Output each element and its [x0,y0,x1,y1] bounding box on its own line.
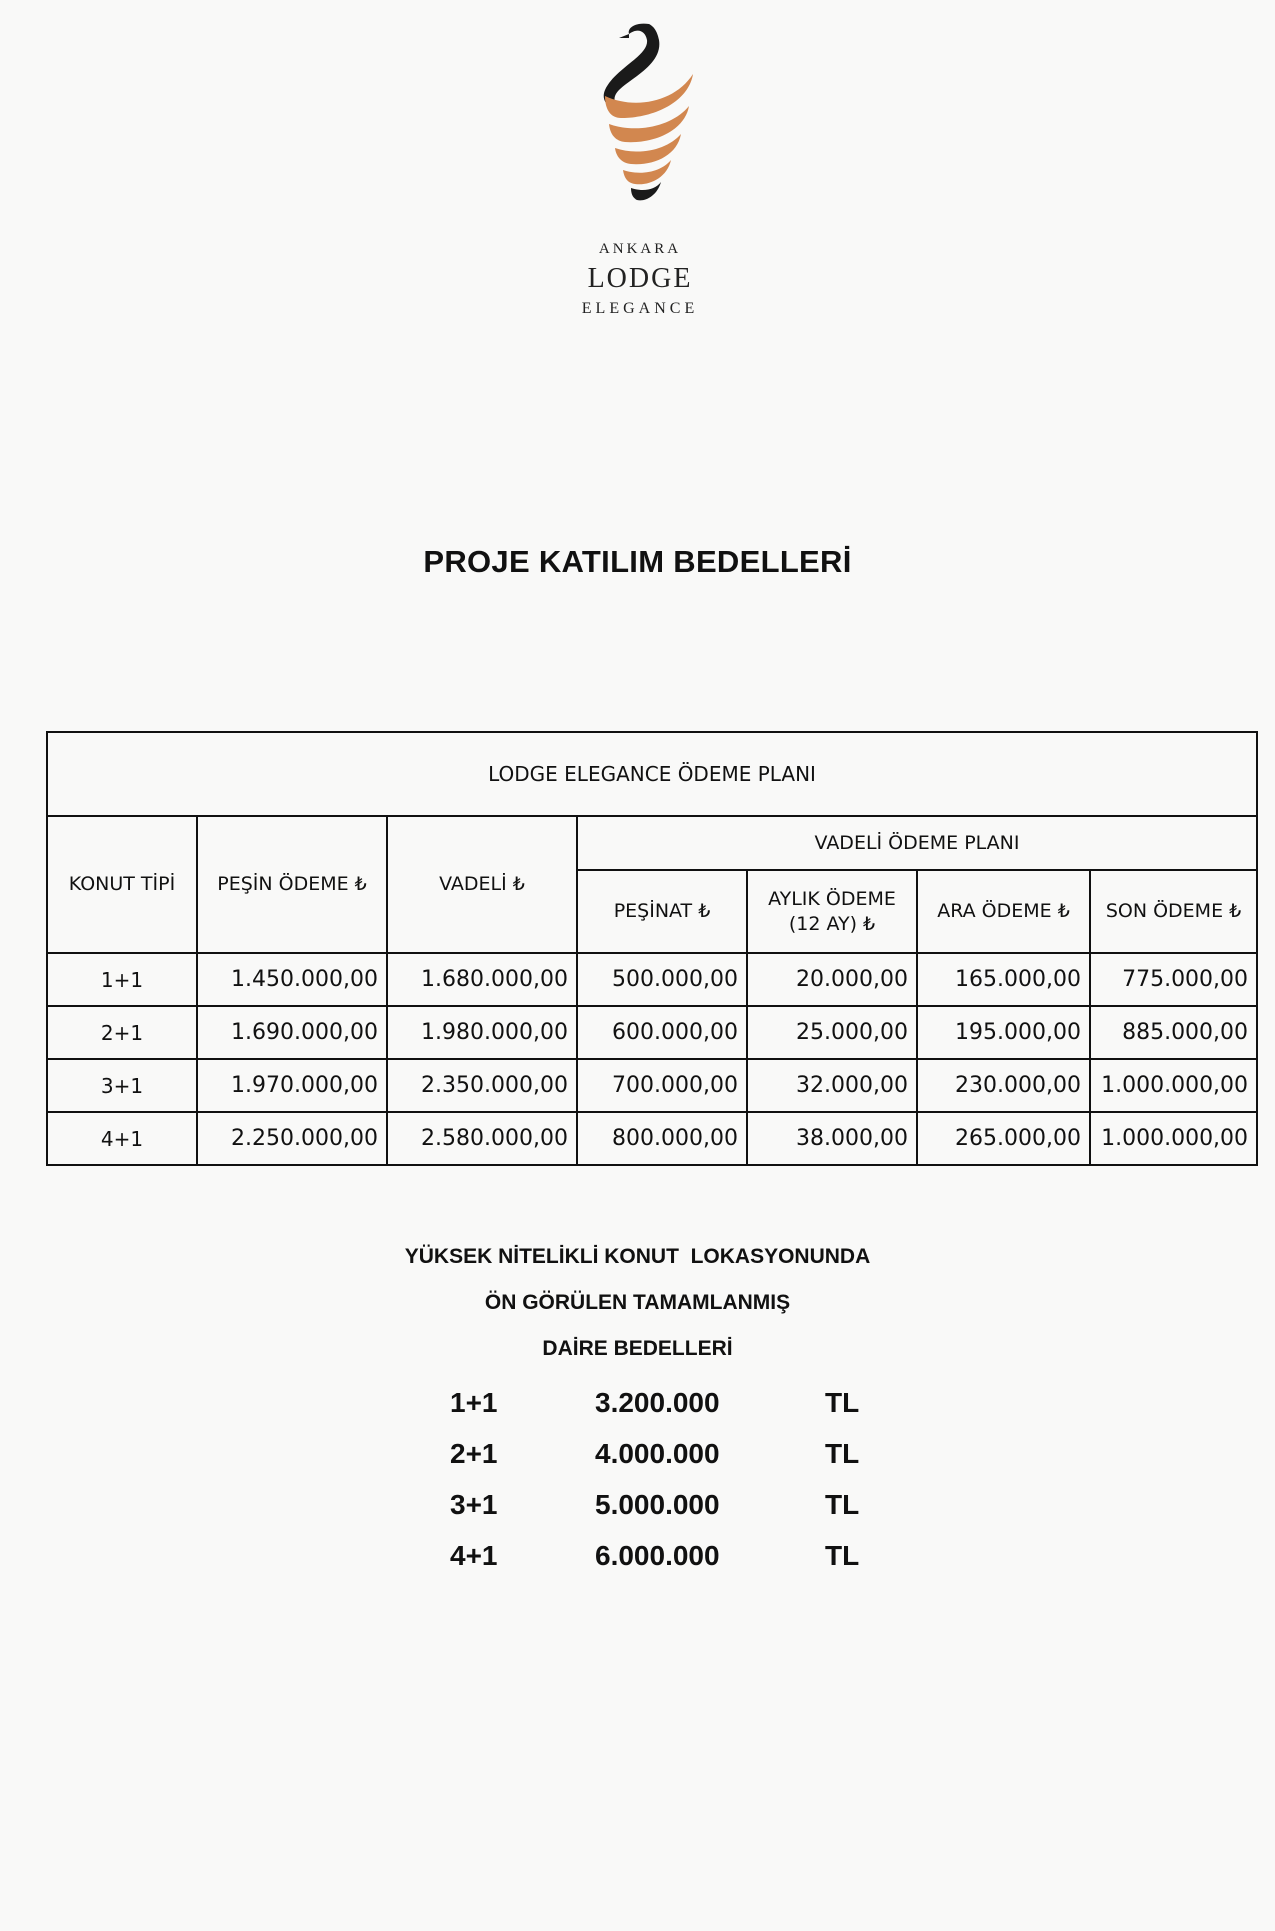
header-aylik-line1: AYLIK ÖDEME [768,887,896,910]
cell-ara: 230.000,00 [917,1059,1090,1112]
header-aylik-odeme [747,870,917,953]
cell-aylik: 32.000,00 [747,1059,917,1112]
cell-vadeli: 2.350.000,00 [387,1059,577,1112]
cell-pesinat: 500.000,00 [577,953,747,1006]
table-row [47,1006,1257,1059]
table-caption: LODGE ELEGANCE ÖDEME PLANI [47,732,1257,816]
list-item [450,1489,870,1540]
cell-ara: 265.000,00 [917,1112,1090,1165]
price-value: 5.000.000 [595,1489,720,1520]
cell-tip: 2+1 [47,1006,197,1059]
header-pesin-odeme: PEŞİN ÖDEME ₺ [197,816,387,953]
price-tip: 4+1 [450,1540,498,1571]
cell-pesinat: 600.000,00 [577,1006,747,1059]
page-title: PROJE KATILIM BEDELLERİ [423,544,852,579]
table-row [47,1112,1257,1165]
header-son-odeme: SON ÖDEME ₺ [1090,870,1257,953]
cell-aylik: 20.000,00 [747,953,917,1006]
list-item [450,1387,870,1438]
payment-plan-table [46,731,1258,1166]
header-aylik-line2: (12 AY) ₺ [788,912,876,935]
cell-pesin: 1.690.000,00 [197,1006,387,1059]
cell-son: 775.000,00 [1090,953,1257,1006]
cell-vadeli: 1.980.000,00 [387,1006,577,1059]
cell-pesinat: 800.000,00 [577,1112,747,1165]
cell-pesin: 1.970.000,00 [197,1059,387,1112]
completed-price-list [450,1387,870,1591]
header-vadeli-odeme-plani: VADELİ ÖDEME PLANI [577,816,1257,870]
cell-son: 885.000,00 [1090,1006,1257,1059]
note-line1: YÜKSEK NİTELİKLİ KONUT LOKASYONUNDA [404,1245,871,1268]
header-konut-tipi: KONUT TİPİ [47,816,197,953]
cell-tip: 4+1 [47,1112,197,1165]
swan-icon [575,18,705,208]
price-tip: 3+1 [450,1489,498,1520]
brand-line2: LODGE [587,263,693,294]
cell-tip: 3+1 [47,1059,197,1112]
header-ara-odeme: ARA ÖDEME ₺ [917,870,1090,953]
cell-pesin: 2.250.000,00 [197,1112,387,1165]
cell-ara: 195.000,00 [917,1006,1090,1059]
brand-line1: ANKARA [598,241,682,257]
note-line2: ÖN GÖRÜLEN TAMAMLANMIŞ [484,1291,791,1314]
price-currency: TL [825,1387,860,1418]
cell-aylik: 38.000,00 [747,1112,917,1165]
price-currency: TL [825,1489,860,1520]
list-item [450,1438,870,1489]
cell-tip: 1+1 [47,953,197,1006]
cell-vadeli: 1.680.000,00 [387,953,577,1006]
brand-line3: ELEGANCE [581,300,699,317]
price-value: 6.000.000 [595,1540,720,1571]
header-vadeli: VADELİ ₺ [387,816,577,953]
cell-pesin: 1.450.000,00 [197,953,387,1006]
cell-son: 1.000.000,00 [1090,1059,1257,1112]
cell-pesinat: 700.000,00 [577,1059,747,1112]
price-value: 4.000.000 [595,1438,720,1469]
price-tip: 2+1 [450,1438,498,1469]
price-currency: TL [825,1438,860,1469]
cell-vadeli: 2.580.000,00 [387,1112,577,1165]
note-line3: DAİRE BEDELLERİ [542,1337,733,1360]
cell-aylik: 25.000,00 [747,1006,917,1059]
header-pesinat: PEŞİNAT ₺ [577,870,747,953]
price-value: 3.200.000 [595,1387,720,1418]
price-tip: 1+1 [450,1387,498,1418]
list-item [450,1540,870,1591]
cell-ara: 165.000,00 [917,953,1090,1006]
table-row [47,953,1257,1006]
cell-son: 1.000.000,00 [1090,1112,1257,1165]
table-row [47,1059,1257,1112]
completed-prices-heading [0,1234,1275,1372]
brand-logo [560,18,720,317]
price-currency: TL [825,1540,860,1571]
